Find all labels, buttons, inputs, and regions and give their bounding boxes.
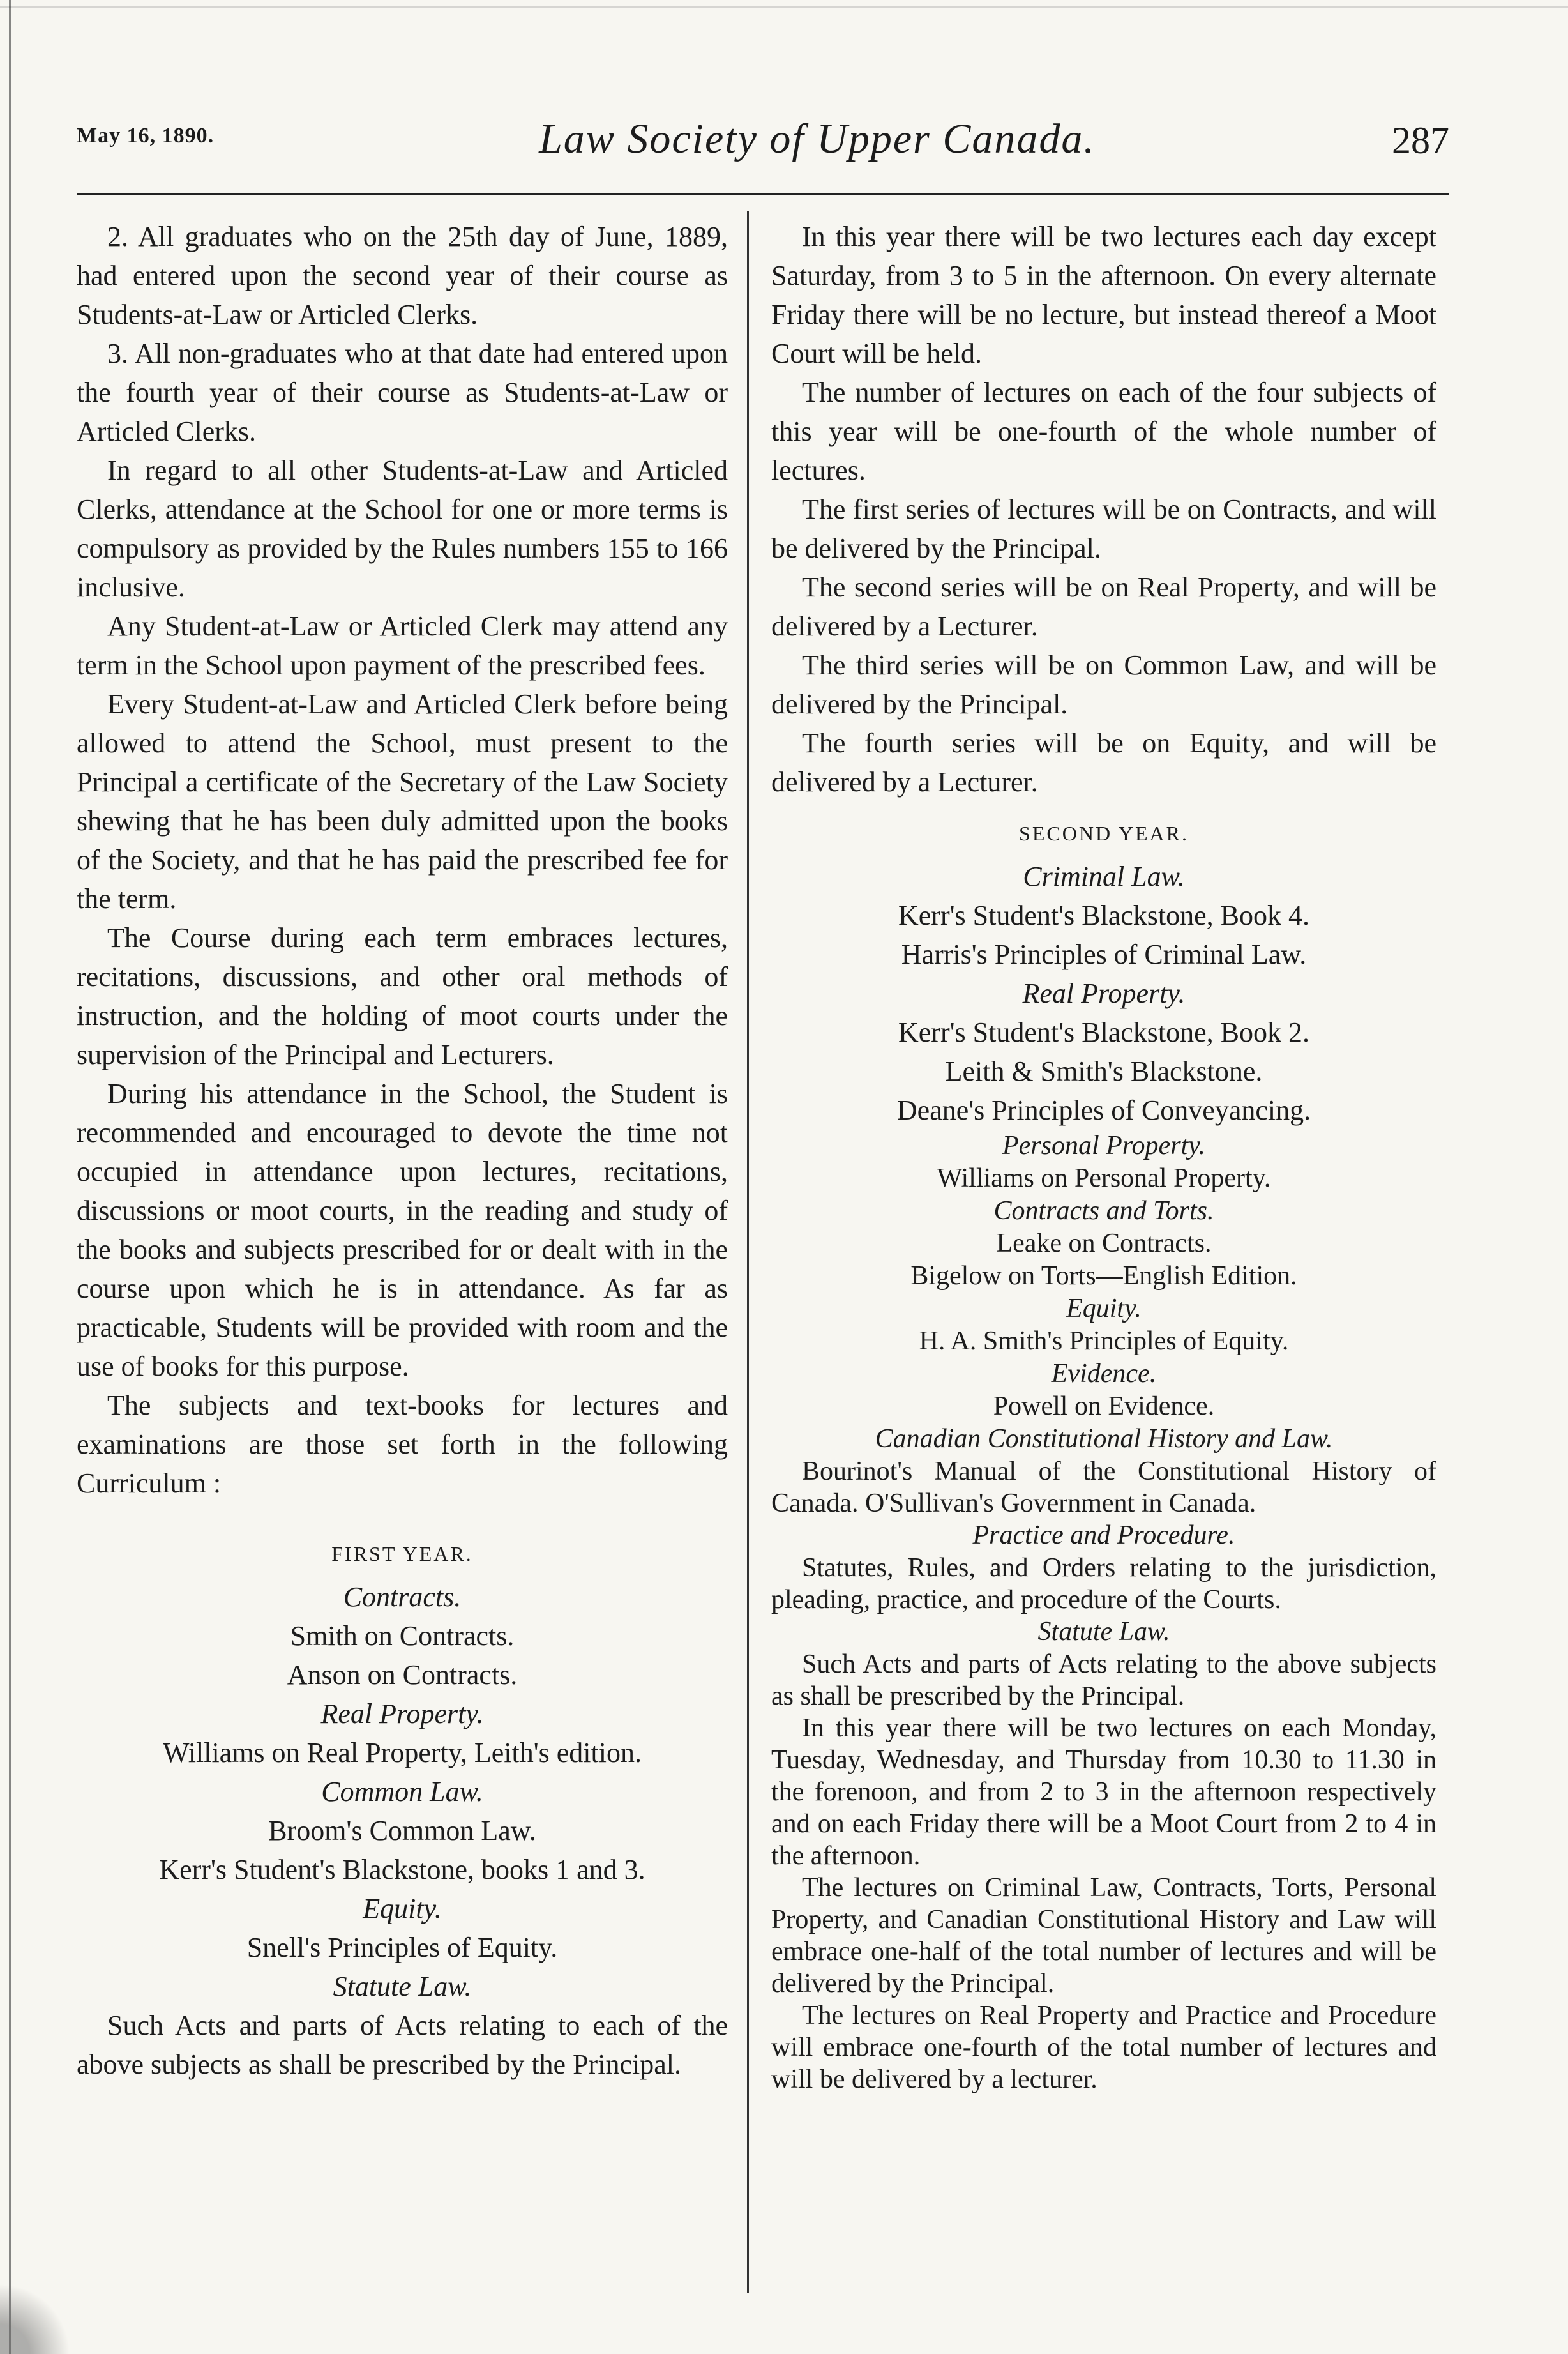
subject-title: Contracts and Torts. [993,1196,1214,1226]
book-entry: Harris's Principles of Criminal Law. [901,939,1307,970]
book-entry: Broom's Common Law. [268,1815,536,1846]
book-entry: Kerr's Student's Blackstone, Book 2. [898,1017,1309,1048]
paragraph: In this year there will be two lectures on each Monday, Tuesday, Wednesday, and Thursday from 10.30 to 11.30 in the forenoon, and from 2 to 3 in the afternoon respectively and on each Friday there will be a Moot Court from 2 to 4 in the afternoon. [771,1713,1436,1871]
paragraph: Bourinot's Manual of the Constitutional History of Canada. O'Sullivan's Government in Canada. [771,1457,1436,1518]
subject-title: Contracts. [343,1581,462,1613]
book-entry: Leith & Smith's Blackstone. [945,1056,1263,1087]
paragraph: The fourth series will be on Equity, and will be delivered by a Lecturer. [771,727,1436,798]
page-top-edge [0,6,1568,8]
paragraph: The Course during each term embraces lectures, recitations, discussions, and other oral methods of instruction, and the holding of moot courts under the supervision of the Principal and Lecturers. [77,922,728,1070]
book-entry: Kerr's Student's Blackstone, Book 4. [898,900,1309,931]
paragraph: In regard to all other Students-at-Law and Articled Clerks, attendance at the School for one or more terms is compulsory as provided by the Rules numbers 155 to 166 inclusive. [77,455,728,603]
paragraph: The lectures on Real Property and Practice and Procedure will embrace one-fourth of the total number of lectures and will be delivered by a lecturer. [771,2001,1436,2094]
book-entry: Bigelow on Torts—English Edition. [910,1261,1297,1291]
book-entry: Leake on Contracts. [996,1229,1212,1258]
book-entry: Kerr's Student's Blackstone, books 1 and 3. [159,1854,645,1885]
subject-title: Statute Law. [333,1971,472,2002]
paragraph: The third series will be on Common Law, and will be delivered by the Principal. [771,649,1436,720]
paragraph: Such Acts and parts of Acts relating to the above subjects as shall be prescribed by the Principal. [771,1650,1436,1711]
paragraph: Statutes, Rules, and Orders relating to the jurisdiction, pleading, practice, and procedure of the Courts. [771,1553,1436,1614]
paragraph: The first series of lectures will be on Contracts, and will be delivered by the Principal. [771,494,1436,564]
book-entry: Williams on Personal Property. [937,1164,1271,1193]
paragraph: The subjects and text-books for lectures and examinations are those set forth in the following Curriculum : [77,1390,728,1499]
page-number: 287 [1392,119,1449,162]
subject-title: Equity. [1066,1294,1142,1323]
subject-title: Real Property. [1022,978,1186,1009]
running-title: Law Society of Upper Canada. [539,116,1096,162]
page-header [77,115,1449,192]
book-entry: Snell's Principles of Equity. [246,1932,558,1963]
subject-title: Practice and Procedure. [972,1521,1235,1550]
left-column [77,217,728,2084]
subject-title: Criminal Law. [1023,861,1185,892]
issue-date: May 16, 1890. [77,124,215,148]
paragraph: Such Acts and parts of Acts relating to each of the above subjects as shall be prescribed by the Principal. [77,2010,728,2080]
section-heading: SECOND YEAR. [1019,822,1189,845]
subject-title: Common Law. [321,1776,483,1807]
paragraph: During his attendance in the School, the Student is recommended and encouraged to devote the time not occupied in attendance upon lectures, recitations, discussions or moot courts, in the reading and study of the books and subjects prescribed for or dealt with in the course upon which he is in attendance. As far as practicable, Students will be provided with room and the use of books for this purpose. [77,1078,728,1382]
paragraph: The lectures on Criminal Law, Contracts, Torts, Personal Property, and Canadian Constitutional History and Law will embrace one-half of the total number of lectures and will be delivered by the Principal. [771,1873,1436,1998]
column-divider [747,211,749,2293]
paragraph: In this year there will be two lectures each day except Saturday, from 3 to 5 in the afternoon. On every alternate Friday there will be no lecture, but instead thereof a Moot Court will be held. [771,221,1436,369]
header-rule [77,193,1449,195]
paragraph: The number of lectures on each of the four subjects of this year will be one-fourth of the whole number of lectures. [771,377,1436,486]
paragraph: 2. All graduates who on the 25th day of June, 1889, had entered upon the second year of their course as Students-at-Law or Articled Clerks. [77,221,728,330]
subject-title: Personal Property. [1002,1131,1206,1160]
paragraph: The second series will be on Real Property, and will be delivered by a Lecturer. [771,572,1436,642]
right-column [771,217,1436,2095]
book-entry: Deane's Principles of Conveyancing. [896,1095,1311,1126]
subject-title: Real Property. [320,1698,484,1729]
paragraph: Every Student-at-Law and Articled Clerk before being allowed to attend the School, must present to the Principal a certificate of the Secretary of the Law Society shewing that he has been duly admitted upon the books of the Society, and that he has paid the prescribed fee for the term. [77,688,728,915]
book-entry: Smith on Contracts. [290,1620,515,1652]
subject-title: Canadian Constitutional History and Law. [875,1424,1333,1454]
section-heading: FIRST YEAR. [331,1542,473,1565]
book-entry: Williams on Real Property, Leith's edition. [163,1737,642,1768]
book-entry: Powell on Evidence. [993,1392,1215,1421]
page-corner-wear [0,2284,70,2354]
subject-title: Evidence. [1051,1359,1157,1388]
book-entry: Anson on Contracts. [287,1659,518,1690]
subject-title: Equity. [363,1893,442,1924]
paragraph: Any Student-at-Law or Articled Clerk may attend any term in the School upon payment of the prescribed fees. [77,611,728,681]
page-binding-edge [9,0,11,2354]
subject-title: Statute Law. [1037,1617,1170,1646]
paragraph: 3. All non-graduates who at that date had entered upon the fourth year of their course as Students-at-Law or Articled Clerks. [77,338,728,447]
book-entry: H. A. Smith's Principles of Equity. [919,1326,1289,1356]
